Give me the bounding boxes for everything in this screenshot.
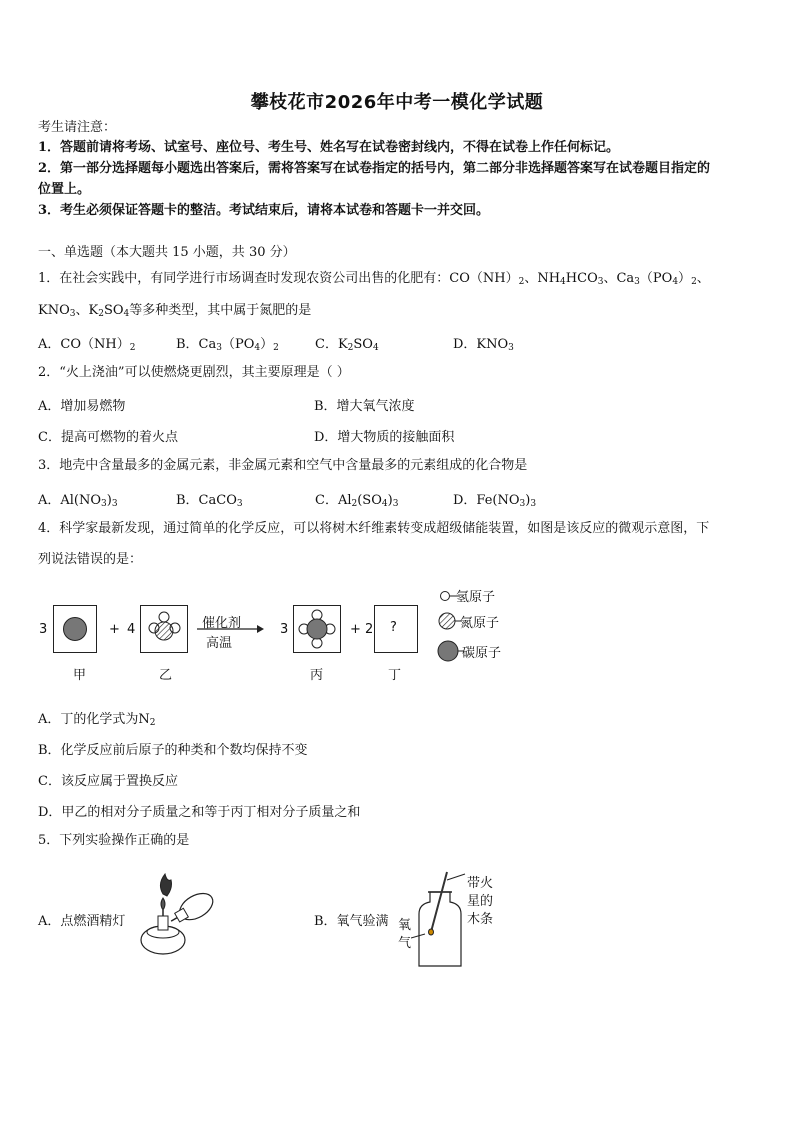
section-heading: 一、单选题（本大题共 15 小题，共 30 分） [38,245,296,260]
strip-label-line-1: 带火 [467,876,494,891]
question-1-stem: 1．在社会实践中，有同学进行市场调查时发现农资公司出售的化肥有：$CO(NH)_2$、$NH_4HCO_3$、$Ca_3(PO_4)_2$、 [38,271,710,287]
question-5-stem: 5．下列实验操作正确的是 [38,833,190,848]
question-4-option-b: B．化学反应前后原子的种类和个数均保持不变 [38,743,308,758]
strip-label-line-3: 木条 [467,912,494,927]
notice-heading: 考生请注意： [38,120,117,135]
molecule-ding-box [374,605,418,653]
page-title: 攀枝花市2026年中考一模化学试题 [250,92,544,113]
question-3-option-b: B．CaCO$_3$ [176,493,243,509]
legend-hydrogen: 氢原子 [456,590,496,605]
carbon-atom [63,617,87,641]
alcohol-lamp-illustration [133,870,223,960]
molecule-bing-box [293,605,341,653]
coefficient-bing: 3 [280,622,289,637]
label-yi: 乙 [159,668,173,683]
question-2-option-c: C．提高可燃物的着火点 [38,430,178,445]
question-2-option-a: A．增加易燃物 [38,399,126,414]
question-3-stem: 3．地壳中含量最多的金属元素，非金属元素和空气中含量最多的元素组成的化合物是 [38,458,528,473]
question-5-option-b: B．氧气验满 [314,914,389,929]
plus-sign-1: + [109,622,120,637]
question-1-option-d: D．$KNO_3$ [453,337,514,353]
legend-carbon: 碳原子 [462,646,502,661]
label-jia: 甲 [73,668,87,683]
reaction-diagram [0,580,794,690]
question-4-option-c: C．该反应属于置换反应 [38,774,178,789]
question-1-option-a: A．$CO(NH)_2$ [38,337,136,353]
condition-temperature: 高温 [206,636,233,651]
gas-label-line-2: 气 [398,936,412,951]
question-4-option-a: A．丁的化学式为$N_2$ [38,712,156,728]
question-2-option-d: D．增大物质的接触面积 [314,430,455,445]
coefficient-jia: 3 [39,622,48,637]
question-1-option-c: C．$K_2SO_4$ [315,337,379,353]
ammonia-molecule [141,606,187,652]
question-3-option-c: C．$Al_2(SO_4)_3$ [315,493,399,509]
molecule-jia-box [53,605,97,653]
coefficient-yi: 4 [127,622,136,637]
condition-catalyst: 催化剂 [202,616,242,631]
methane-molecule [294,606,340,652]
unknown-product: ? [390,620,397,635]
question-2-stem: 2．“火上浇油”可以使燃烧更剧烈，其主要原理是（ ） [38,365,350,380]
notice-item-1: 1．答题前请将考场、试室号、座位号、考生号、姓名写在试卷密封线内，不得在试卷上作任何标记。 [38,140,620,155]
notice-item-3: 3．考生必须保证答题卡的整洁。考试结束后，请将本试卷和答题卡一并交回。 [38,203,490,218]
plus-sign-2: + 2 [350,622,374,637]
notice-item-2: 2．第一部分选择题每小题选出答案后，需将答案写在试卷指定的括号内，第二部分非选择题答案写在试卷题目指定的 [38,161,711,176]
question-3-option-d: D．$Fe(NO_3)_3$ [453,493,537,509]
question-4-stem: 4．科学家最新发现，通过简单的化学反应，可以将树木纤维素转变成超级储能装置，如图是该反应的微观示意图，下 [38,521,710,536]
question-1-option-b: B．$Ca_3(PO_4)_2$ [176,337,279,353]
question-4-option-d: D．甲乙的相对分子质量之和等于丙丁相对分子质量之和 [38,805,361,820]
question-1-stem-line2: $KNO_3$、$K_2SO_4$等多种类型，其中属于氮肥的是 [38,303,312,319]
molecule-yi-box [140,605,188,653]
legend-nitrogen: 氮原子 [460,616,500,631]
strip-label-line-2: 星的 [467,894,494,909]
label-bing: 丙 [310,668,324,683]
notice-item-2-cont: 位置上。 [38,182,91,197]
question-2-option-b: B．增大氧气浓度 [314,399,415,414]
label-ding: 丁 [388,668,402,683]
gas-label-line-1: 氧 [398,918,412,933]
question-4-stem-line2: 列说法错误的是： [38,552,143,567]
question-3-option-a: A．$Al(NO_3)_3$ [38,493,118,509]
question-5-option-a: A．点燃酒精灯 [38,914,126,929]
